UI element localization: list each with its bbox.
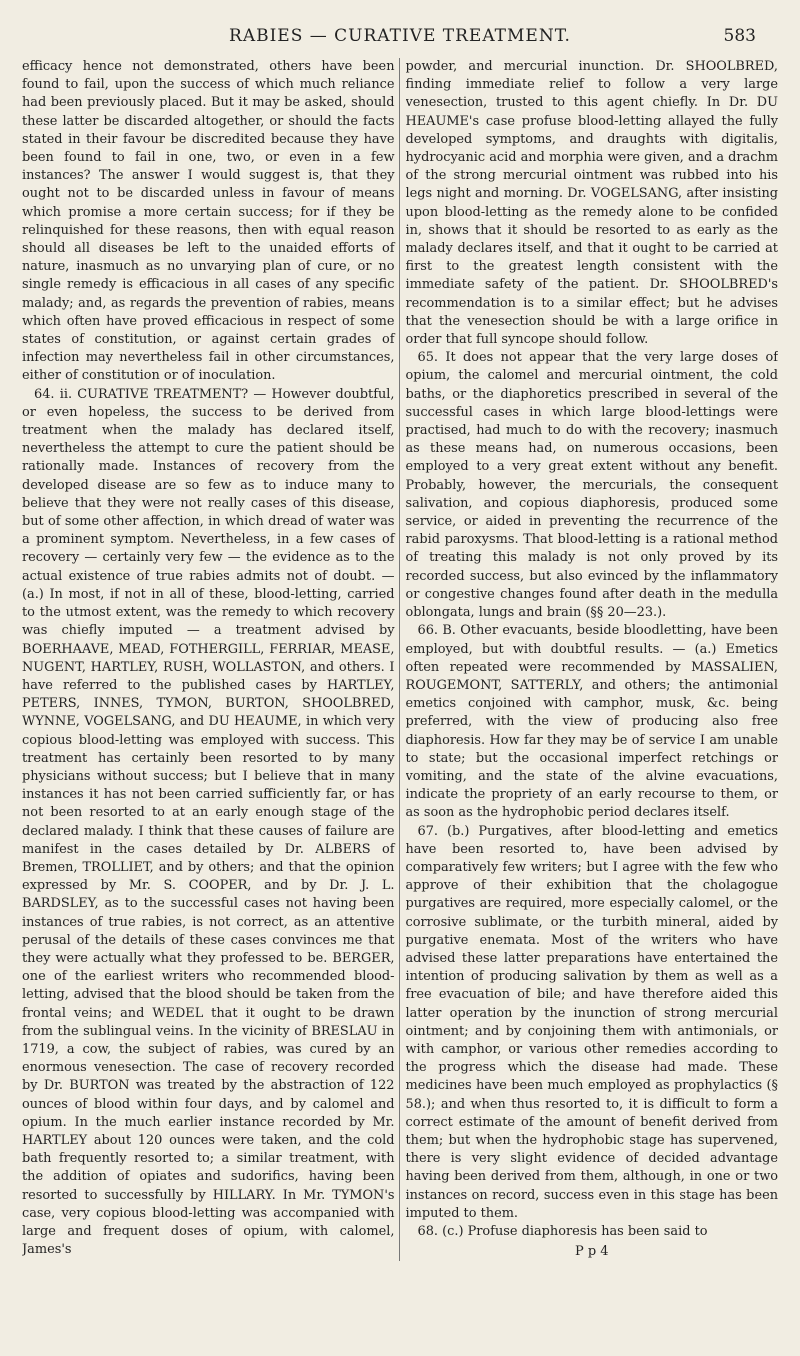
paragraph: efficacy hence not demonstrated, others have been found to fail, upon the success of which much reliance had been previously placed. But it may be asked, should these latter be discarded altogether, or should the facts stated in their favour be discredited because they have been found to fail in one, two, or even in a few instances? The answer I would suggest is, that they ought not to be discarded unless in favour of means which promise a more certain success; for if they be relinquished for these reasons, then with equal reason should all diseases be left to the unaided efforts of nature, inasmuch as no unvarying plan of cure, or no single remedy is efficacious in all cases of any specific malady; and, as regards the prevention of rabies, means which often have proved efficacious in respect of some states of constitution, or against certain grades of infection may nevertheless fail in other circumstances, either of constitution or of inoculation. bbox=[22, 59, 395, 384]
paragraph: powder, and mercurial inunction. Dr. SHOOLBRED, finding immediate relief to follow a very large venesection, trusted to this agent chiefly. In Dr. DU HEAUME's case profuse blood-letting allayed the fully developed symptoms, and draughts with digitalis, hydrocyanic acid and morphia were given, and a drachm of the strong mercurial ointment was rubbed into his legs night and morning. Dr. VOGELSANG, after insisting upon blood-letting as the remedy alone to be confided in, shows that it should be resorted to as early as the malady declares itself, and that it ought to be carried at first to the greatest length consistent with the immediate safety of the patient. Dr. SHOOLBRED's recommendation is to a similar effect; but he advises that the venesection should be with a large orifice in order that full syncope should follow. bbox=[405, 59, 778, 348]
paragraph: 65. It does not appear that the very large doses of opium, the calomel and mercurial ointment, the cold baths, or the diaphoretics prescribed in several of the successful cases in which large blood-lettings were practised, had much to do with the recovery; inasmuch as these means had, on numerous occasions, been employed to a very great extent without any benefit. Probably, however, the mercurials, the consequent salivation, and copious diaphoresis, produced some service, or aided in preventing the recurrence of the rabid paroxysms. That blood-letting is a rational method of treating this malady is not only proved by its recorded success, but also evinced by the inflammatory or congestive changes found after death in the medulla oblongata, lungs and brain (§§ 20—23.). bbox=[405, 350, 778, 621]
paragraph: 66. B. Other evacuants, beside bloodletting, have been employed, but with doubtful results. — (a.) Emetics often repeated were recommended by MASSALIEN, ROUGEMONT, SATTERLY, and others; the antimonial emetics conjoined with camphor, musk, &c. being preferred, with the view of producing also free diaphoresis. How far they may be of service I am unable to state; but the occasional imperfect retchings or vomiting, and the state of the alvine evacuations, indicate the propriety of an early recourse to them, or as soon as the hydrophobic period declares itself. bbox=[405, 623, 778, 821]
paragraph: 64. ii. CURATIVE TREATMENT? — However doubtful, or even hopeless, the success to be derived from treatment when the malady has declared itself, nevertheless the attempt to cure the patient should be rationally made. Instances of recovery from the developed disease are so few as to induce many to believe that they were not really cases of this disease, but of some other affection, in which dread of water was a prominent symptom. Nevertheless, in a few cases of recovery — certainly very few — the evidence as to the actual existence of true rabies admits not of doubt. — (a.) In most, if not in all of these, blood-letting, carried to the utmost extent, was the remedy to which recovery was chiefly imputed — a treatment advised by BOERHAAVE, MEAD, FOTHERGILL, FERRIAR, MEASE, NUGENT, HARTLEY, RUSH, WOLLASTON, and others. I have referred to the published cases by HARTLEY, PETERS, INNES, TYMON, BURTON, SHOOLBRED, WYNNE, VOGELSANG, and DU HEAUME, in which very copious blood-letting was employed with success. This treatment has certainly been resorted to by many physicians without success; but I believe that in many instances it has not been carried sufficiently far, or has not been resorted to at an early enough stage of the declared malady. I think that these causes of failure are manifest in the cases detailed by Dr. ALBERS of Bremen, TROLLIET, and by others; and that the opinion expressed by Mr. S. COOPER, and by Dr. J. L. BARDSLEY, as to the successful cases not having been instances of true rabies, is not correct, as an attentive perusal of the details of these cases convinces me that they were actually what they professed to be. BERGER, one of the earliest writers who recommended blood-letting, advised that the blood should be taken from the frontal veins; and WEDEL that it ought to be drawn from the sublingual veins. In the vicinity of BRESLAU in 1719, a cow, the subject of rabies, was cured by an enormous venesection. The case of recovery recorded by Dr. BURTON was treated by the abstraction of 122 ounces of blood within four days, and by calomel and opium. In the much earlier instance recorded by Mr. HARTLEY about 120 ounces were taken, and the cold bath frequently resorted to; a similar treatment, with the addition of opiates and sudorifics, having been resorted to successfully by HILLARY. In Mr. TYMON's case, very copious blood-letting was accompanied with large and frequent doses of opium, with calomel, James's bbox=[22, 386, 395, 1258]
signature-mark: P p 4 bbox=[574, 1244, 609, 1260]
running-title: RABIES — CURATIVE TREATMENT. bbox=[229, 26, 571, 46]
page-header bbox=[22, 22, 778, 58]
text-columns bbox=[22, 58, 778, 1261]
left-column bbox=[22, 58, 400, 1261]
right-column bbox=[406, 58, 779, 1261]
paragraph: 68. (c.) Profuse diaphoresis has been said to bbox=[417, 1224, 708, 1239]
page-number: 583 bbox=[723, 26, 756, 46]
paragraph: 67. (b.) Purgatives, after blood-letting and emetics have been resorted to, have been advised by comparatively few writers; but I agree with the few who approve of their exhibition that the cholagogue purgatives are required, more especially calomel, or the corrosive sublimate, or the turbith mineral, aided by purgative enemata. Most of the writers who have advised these latter preparations have entertained the intention of producing salivation by them as well as a free evacuation of bile; and have therefore aided this latter operation by the inunction of strong mercurial ointment; and by conjoining them with antimonials, or with camphor, or various other remedies according to the progress which the disease had made. These medicines have been much employed as prophylactics (§ 58.); and when thus resorted to, it is difficult to form a correct estimate of the amount of benefit derived from them; but when the hydrophobic stage has supervened, there is very slight evidence of decided advantage having been derived from them, although, in one or two instances on record, success even in this stage has been imputed to them. bbox=[405, 823, 778, 1221]
